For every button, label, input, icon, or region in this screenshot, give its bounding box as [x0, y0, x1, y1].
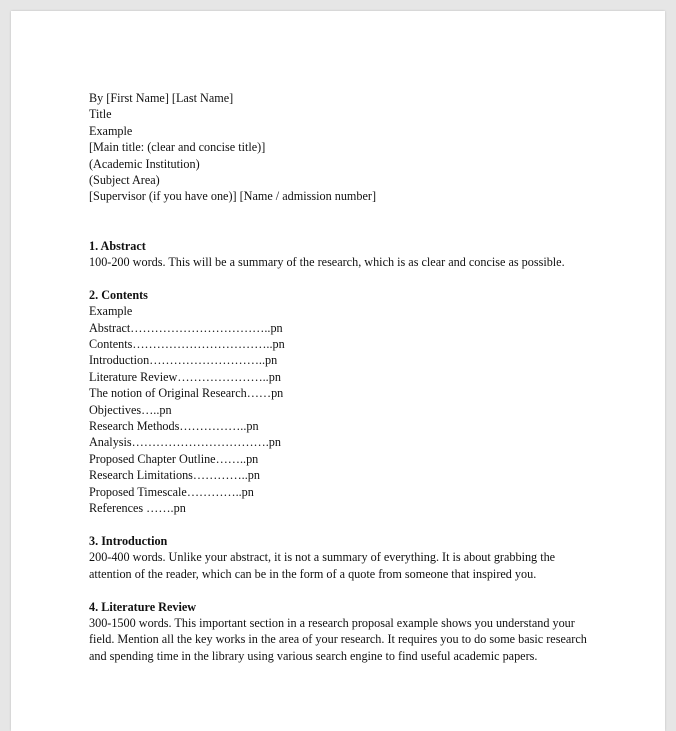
- toc-entry: References …….pn: [89, 501, 186, 516]
- title-label: Title: [89, 107, 112, 122]
- toc-entry: Proposed Timescale…………..pn: [89, 484, 254, 499]
- introduction-section: [89, 533, 589, 582]
- section-heading: 4. Literature Review: [89, 599, 197, 614]
- literature-review-section: [89, 599, 589, 665]
- abstract-section: [89, 238, 589, 271]
- contents-section: [89, 287, 589, 517]
- toc-entry: Proposed Chapter Outline……..pn: [89, 451, 259, 466]
- section-heading: 3. Introduction: [89, 533, 168, 548]
- toc-entry: Introduction………………………..pn: [89, 353, 278, 368]
- example-label: Example: [89, 123, 133, 138]
- toc-entry: Contents……………………………..pn: [89, 337, 285, 352]
- contents-example-label: Example: [89, 304, 133, 319]
- toc-entry: Objectives…..pn: [89, 402, 172, 417]
- section-text: 200-400 words. Unlike your abstract, it is not a summary of everything. It is about grabbing the attention of the reader, which can be in the form of a quote from someone that inspired you.: [89, 550, 556, 581]
- toc-entry: Analysis…………………………….pn: [89, 435, 281, 450]
- main-title-line: [Main title: (clear and concise title)]: [89, 140, 266, 155]
- subject-area-line: (Subject Area): [89, 173, 160, 188]
- institution-line: (Academic Institution): [89, 156, 200, 171]
- toc-entry: Research Limitations…………..pn: [89, 468, 260, 483]
- section-heading: 1. Abstract: [89, 238, 146, 253]
- author-line: By [First Name] [Last Name]: [89, 91, 234, 105]
- toc-entry: Abstract……………………………..pn: [89, 320, 283, 335]
- section-heading: 2. Contents: [89, 287, 148, 302]
- toc-entry: The notion of Original Research……pn: [89, 386, 284, 401]
- document-body: [89, 90, 589, 664]
- supervisor-line: [Supervisor (if you have one)] [Name / admission number]: [89, 189, 377, 204]
- document-page: [11, 11, 665, 731]
- toc-entry: Research Methods……………..pn: [89, 419, 259, 434]
- toc-entry: Literature Review…………………..pn: [89, 369, 281, 384]
- section-text: 300-1500 words. This important section in a research proposal example shows you understand your field. Mention all the key works in the area of your research. It requires you to do some basic research and spending time in the library using various search engine to find useful academic papers.: [89, 615, 587, 663]
- front-matter: [89, 90, 589, 205]
- section-text: 100-200 words. This will be a summary of the research, which is as clear and concise as possible.: [89, 255, 565, 270]
